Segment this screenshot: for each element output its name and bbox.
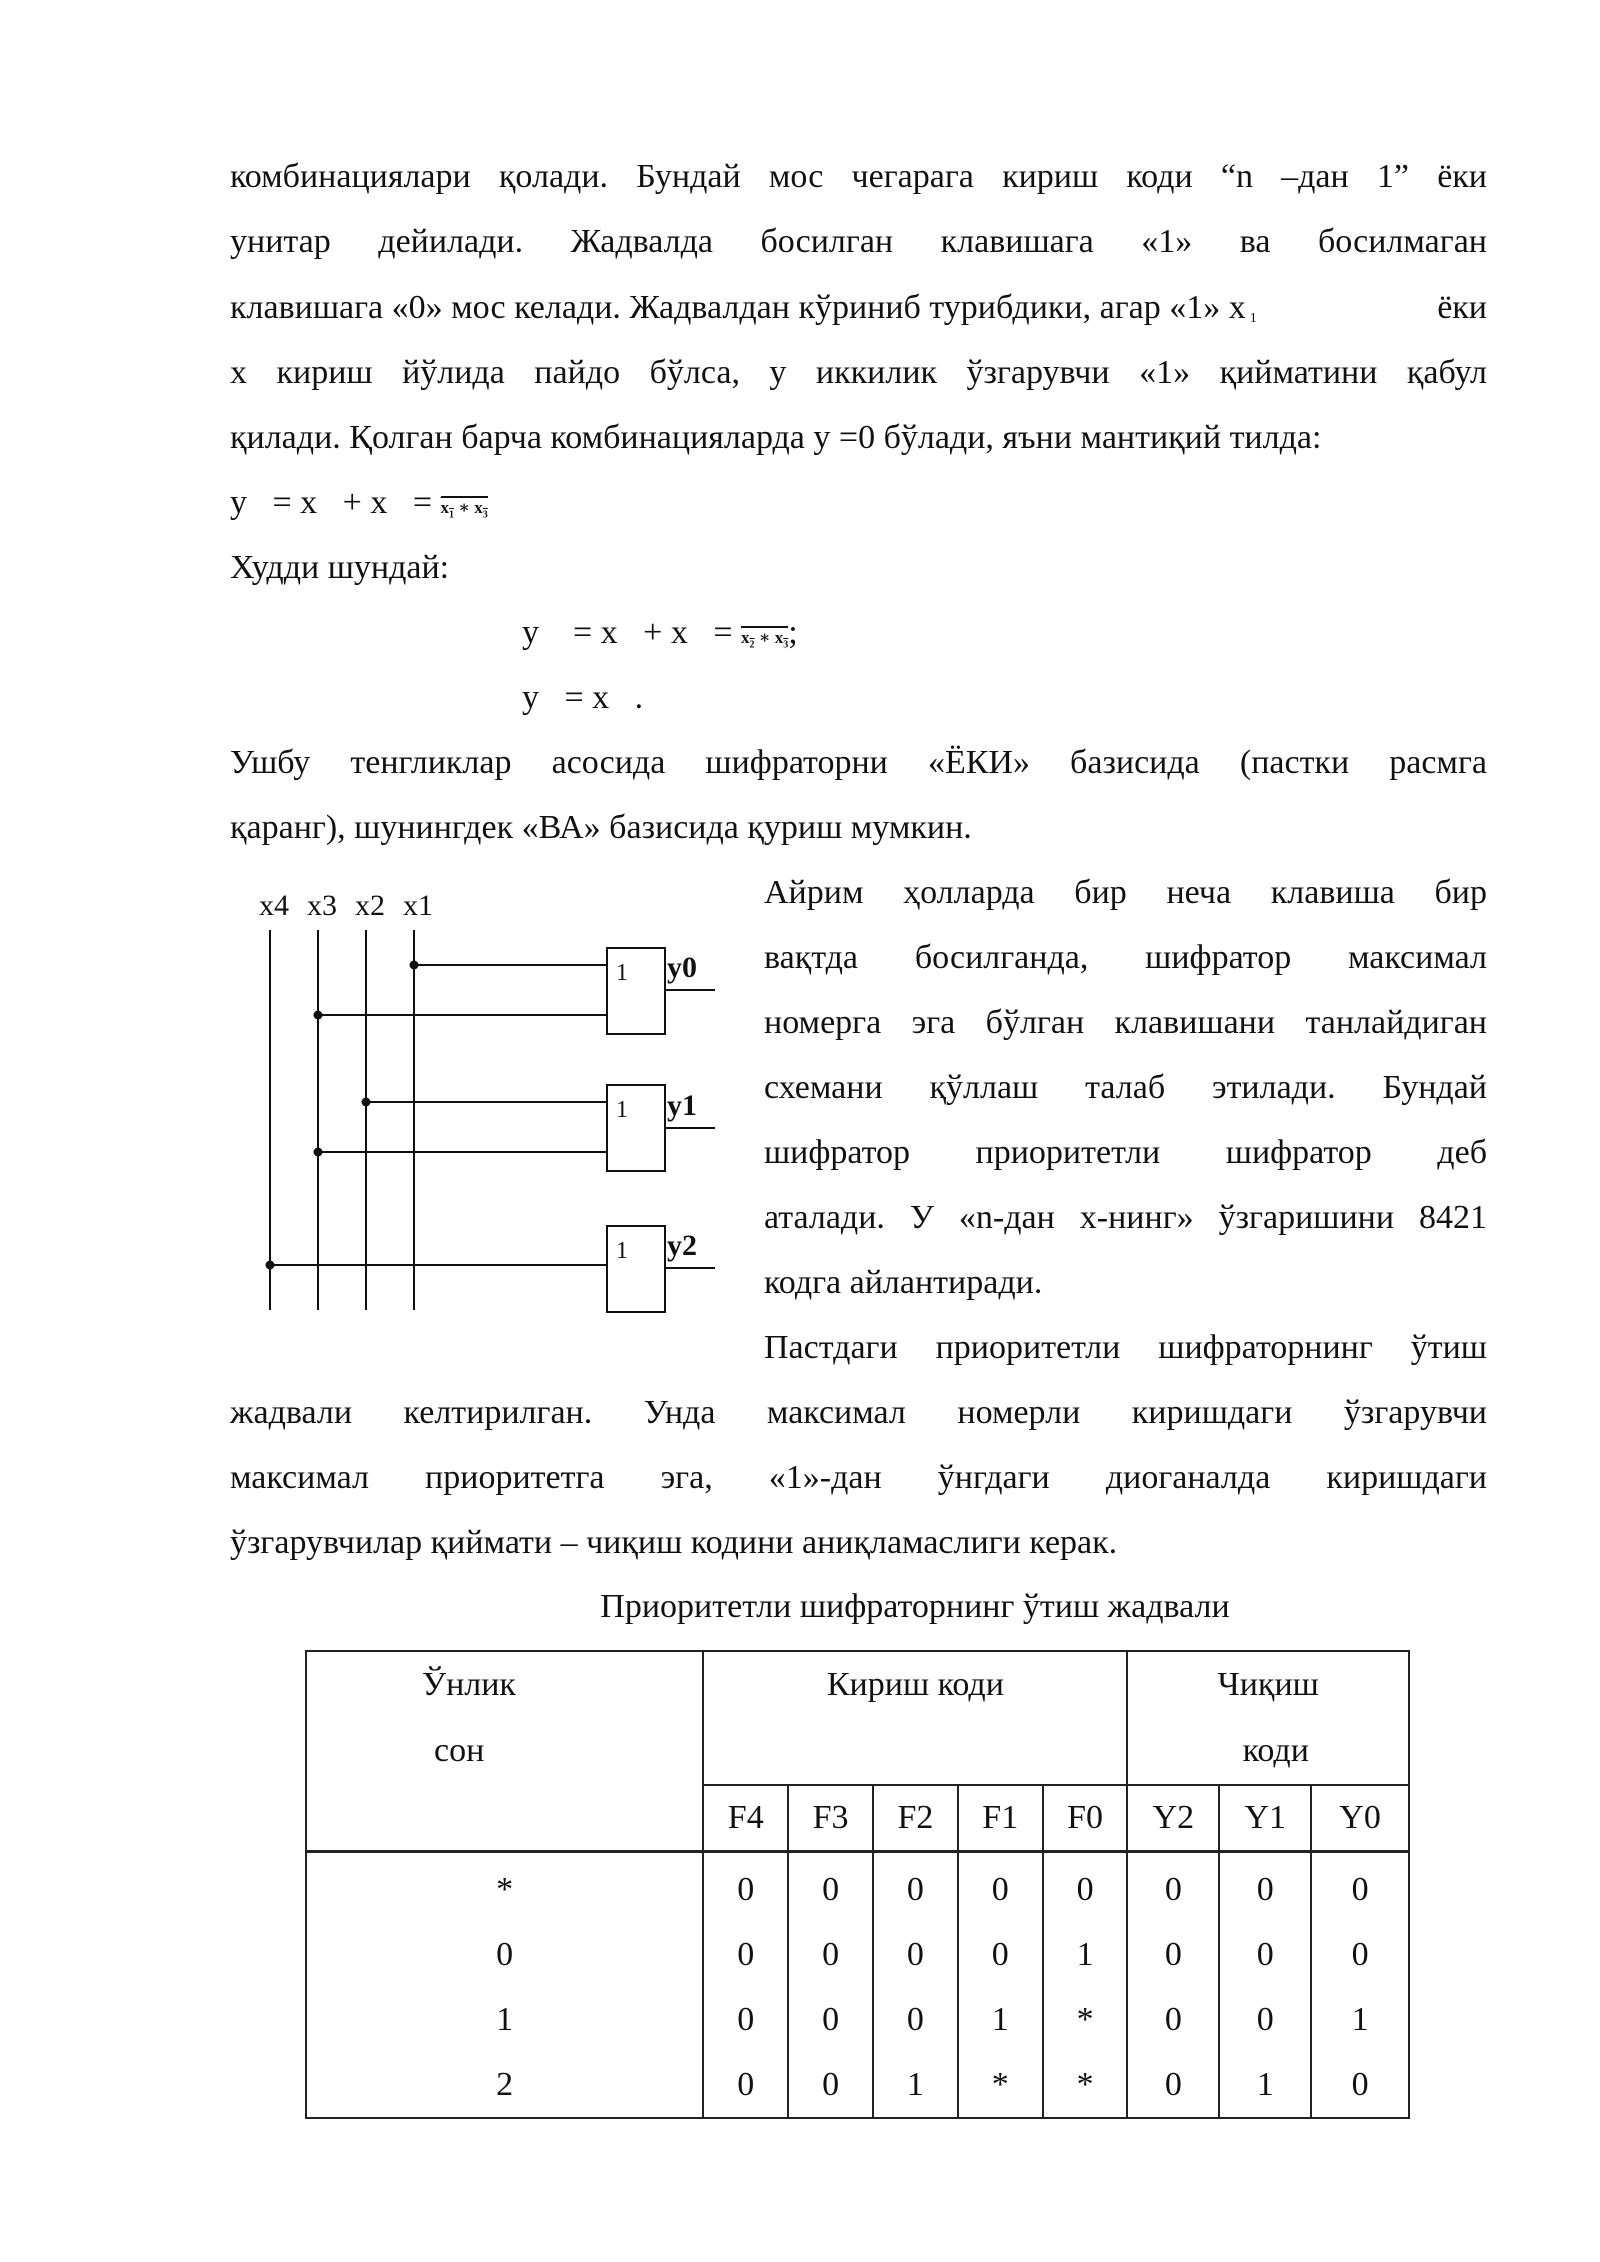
table-cell: 0: [1311, 1922, 1409, 1987]
table-cell: 0: [1127, 1922, 1219, 1987]
table-cell: 2: [306, 2052, 703, 2118]
table-cell: 0: [1219, 1987, 1311, 2052]
header-output-line2: коди: [1242, 1732, 1309, 1769]
table-cell: 1: [1219, 2052, 1311, 2118]
gate-label: 1: [616, 1238, 628, 1264]
column-header: Y1: [1219, 1785, 1311, 1852]
table-row: [306, 1922, 1409, 1987]
text-line: шифратор приоритетли шифратор деб: [764, 1134, 1487, 1171]
table-cell: 0: [873, 1922, 958, 1987]
text-line: схемани қўллаш талаб этилади. Бундай: [764, 1069, 1487, 1106]
table-cell: *: [1043, 1987, 1128, 2052]
text-line: Худди шундай:: [230, 549, 450, 586]
table-cell: 0: [958, 1922, 1043, 1987]
text-line: номерга эга бўлган клавишани танлайдиган: [764, 1004, 1487, 1041]
table-cell: 0: [1127, 1852, 1219, 1923]
junction-dot: [314, 1011, 323, 1020]
table-cell: 1: [306, 1987, 703, 2052]
text-line-tail: ёки: [1437, 289, 1487, 326]
text-line: аталади. У «n-дан x-нинг» ўзгаришини 8421: [764, 1199, 1487, 1236]
text-line: x кириш йўлида пайдо бўлса, y иккилик ўзгарувчи «1» қийматини қабул: [230, 354, 1487, 391]
input-label-x1: x1: [403, 889, 433, 922]
output-label-y2: y2: [667, 1229, 697, 1262]
priority-encoder-table: [305, 1650, 1410, 2119]
table-cell: 1: [873, 2052, 958, 2118]
table-caption: Приоритетли шифраторнинг ўтиш жадвали: [600, 1588, 1230, 1625]
text-line: Пастдаги приоритетли шифраторнинг ўтиш: [764, 1329, 1487, 1366]
input-label-x4: x4: [259, 889, 289, 922]
formula-y1: [522, 608, 798, 658]
table-cell: 0: [1311, 1852, 1409, 1923]
text-line: қаранг), шунингдек «ВА» базисида қуриш мумкин.: [230, 809, 972, 846]
table-cell: 0: [1219, 1852, 1311, 1923]
table-cell: *: [1043, 2052, 1128, 2118]
column-header: F1: [958, 1785, 1043, 1852]
table-row: [306, 1987, 1409, 2052]
table-cell: 0: [703, 2052, 788, 2118]
table-cell: 0: [306, 1922, 703, 1987]
column-header: Y0: [1311, 1785, 1409, 1852]
input-label-x2: x2: [355, 889, 385, 922]
header-decimal-line2: сон: [434, 1732, 485, 1769]
table-cell: 1: [958, 1987, 1043, 2052]
table-cell: *: [306, 1852, 703, 1923]
header-output-line1: Чиқиш: [1217, 1666, 1319, 1703]
gate-label: 1: [616, 1097, 628, 1123]
input-label-x3: x3: [307, 889, 337, 922]
table-cell: *: [958, 2052, 1043, 2118]
text-line: комбинациялари қолади. Бундай мос чегарага кириш коди “n –дан 1” ёки: [230, 158, 1487, 195]
formula-y2: y = x .: [522, 679, 644, 716]
column-header: F3: [788, 1785, 873, 1852]
text-line: максимал приоритетга эга, «1»-дан ўнгдаги диоганалда киришдаги: [230, 1459, 1487, 1496]
column-header: F2: [873, 1785, 958, 1852]
table-cell: 0: [873, 1987, 958, 2052]
text-line: [230, 283, 1487, 333]
table-cell: 0: [788, 1922, 873, 1987]
text-line: Ушбу тенгликлар асосида шифраторни «ЁКИ» базисида (пастки расмга: [230, 744, 1487, 781]
formula-lhs: y = x + x =: [230, 484, 433, 521]
text-line: жадвали келтирилган. Унда максимал номерли киришдаги ўзгарувчи: [230, 1394, 1487, 1431]
output-label-y1: y1: [667, 1089, 697, 1122]
text-line: унитар дейилади. Жадвалда босилган клавишага «1» ва босилмаган: [230, 223, 1487, 260]
text-line: вақтда босилганда, шифратор максимал: [764, 939, 1487, 976]
gate-label: 1: [616, 960, 628, 986]
text-line: Айрим ҳолларда бир неча клавиша бир: [764, 874, 1487, 911]
table-cell: 0: [958, 1852, 1043, 1923]
table-cell: 0: [703, 1922, 788, 1987]
junction-dot: [266, 1261, 275, 1270]
subscript: 1: [1249, 311, 1257, 326]
table-cell: 0: [703, 1987, 788, 2052]
formula-y0: [230, 478, 488, 528]
column-header: Y2: [1127, 1785, 1219, 1852]
table-cell: 0: [1127, 2052, 1219, 2118]
table-cell: 1: [1311, 1987, 1409, 2052]
header-decimal: [306, 1651, 703, 1852]
text-line: қилади. Қолган барча комбинацияларда y =0 бўлади, яъни мантиқий тилда:: [230, 419, 1322, 456]
table-cell: 0: [703, 1852, 788, 1923]
column-header: F4: [703, 1785, 788, 1852]
junction-dot: [362, 1098, 371, 1107]
encoder-schematic: [255, 880, 725, 1320]
table-cell: 0: [788, 1987, 873, 2052]
table-cell: 1: [1043, 1922, 1128, 1987]
table-cell: 0: [1219, 1922, 1311, 1987]
formula-negated-product: $x_1$ ∗ $x_3$: [441, 496, 488, 524]
text-line: ўзгарувчилар қиймати – чиқиш кодини аниқламаслиги керак.: [230, 1524, 1118, 1561]
formula-lhs: y = x + x =: [522, 614, 733, 651]
output-label-y0: y0: [667, 951, 697, 984]
column-header: F0: [1043, 1785, 1128, 1852]
table-cell: 0: [873, 1852, 958, 1923]
table-row: [306, 2052, 1409, 2118]
table-cell: 0: [1311, 2052, 1409, 2118]
text-line: кодга айлантиради.: [764, 1264, 1043, 1301]
formula-negated-product: $x_2$ ∗ $x_3$: [741, 626, 788, 654]
junction-dot: [410, 961, 419, 970]
table-cell: 0: [788, 2052, 873, 2118]
header-output-code: [1127, 1651, 1409, 1785]
junction-dot: [314, 1148, 323, 1157]
text-line-main: клавишага «0» мос келади. Жадвалдан кўриниб турибдики, агар «1» x: [230, 289, 1246, 326]
formula-tail: ;: [788, 614, 798, 651]
table-cell: 0: [1127, 1987, 1219, 2052]
table-cell: 0: [788, 1852, 873, 1923]
table-row: [306, 1852, 1409, 1923]
header-decimal-line1: Ўнлик: [422, 1666, 516, 1703]
header-input-code: Кириш коди: [703, 1651, 1127, 1785]
table-cell: 0: [1043, 1852, 1128, 1923]
